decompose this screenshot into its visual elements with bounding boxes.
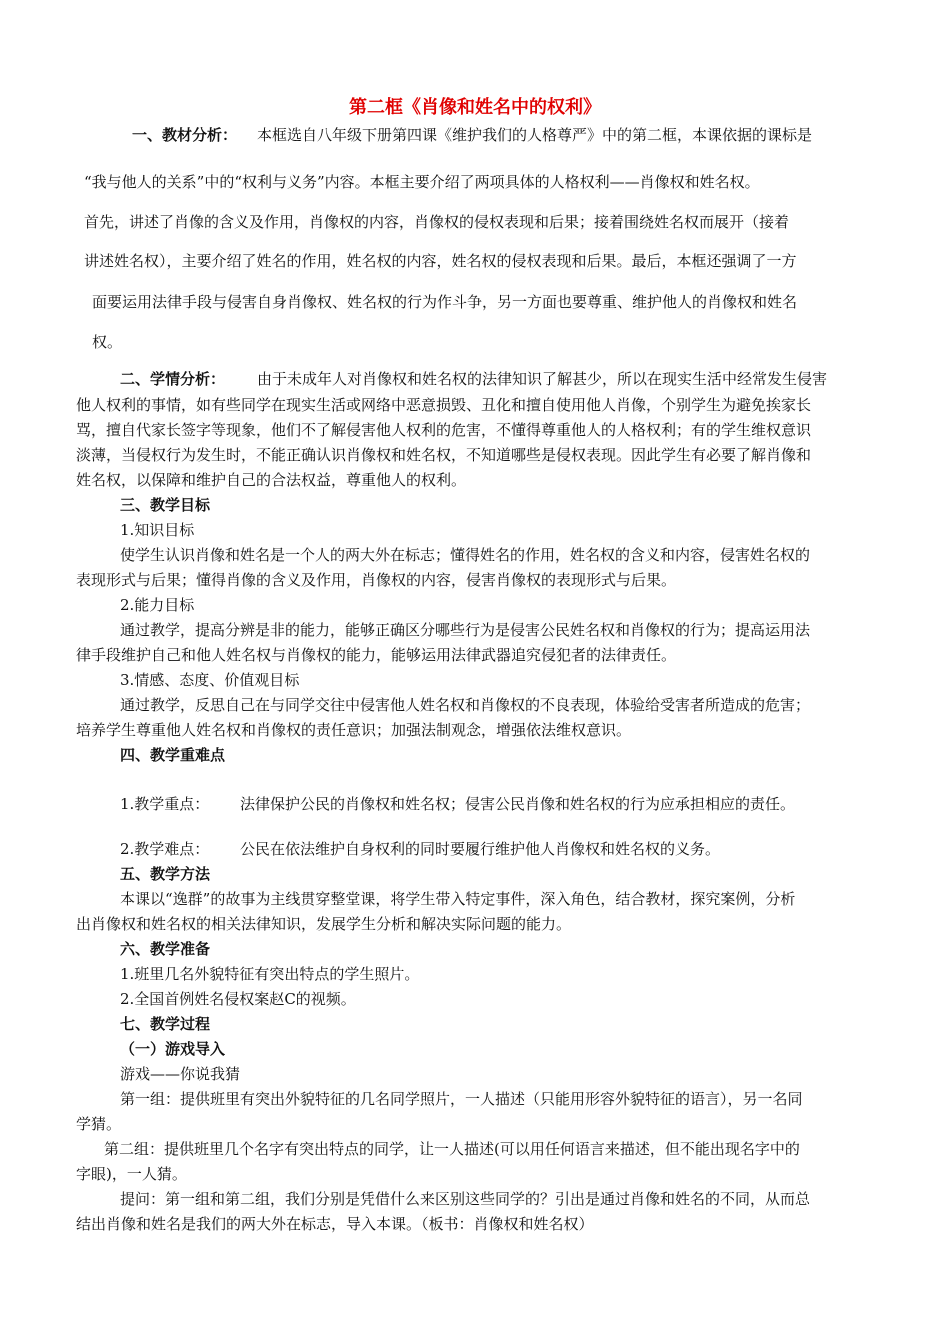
section-1-line: 本框选自八年级下册第四课《维护我们的人格尊严》中的第二框，本课依据的课标是 bbox=[257, 126, 813, 144]
emotion-goal-line: 通过教学，反思自己在与同学交往中侵害他人姓名权和肖像权的不良表现，体验给受害者所造成的危害； bbox=[120, 696, 811, 714]
game-intro-heading: （一）游戏导入 bbox=[120, 1040, 226, 1058]
section-2-line: 姓名权，以保障和维护自己的合法权益，尊重他人的权利。 bbox=[76, 471, 467, 489]
section-5-line: 出肖像权和姓名权的相关法律知识，发展学生分析和解决实际问题的能力。 bbox=[76, 915, 572, 933]
knowledge-goal-line: 使学生认识肖像和姓名是一个人的两大外在标志；懂得姓名的作用，姓名权的含义和内容，侵害姓名权的 bbox=[120, 546, 811, 564]
game-title: 游戏——你说我猜 bbox=[120, 1065, 241, 1083]
knowledge-goal-line: 表现形式与后果；懂得肖像的含义及作用，肖像权的内容，侵害肖像权的表现形式与后果。 bbox=[76, 571, 677, 589]
section-2-line: 淡薄，当侵权行为发生时，不能正确认识肖像权和姓名权，不知道哪些是侵权表现。因此学生有必要了解肖像和 bbox=[76, 446, 812, 464]
section-1-line: 面要运用法律手段与侵害自身肖像权、姓名权的行为作斗争，另一方面也要尊重、维护他人的肖像权和姓名 bbox=[92, 293, 798, 311]
knowledge-goal-label: 1.知识目标 bbox=[120, 521, 195, 539]
section-3-heading: 三、教学目标 bbox=[120, 496, 211, 514]
section-1-line: 讲述姓名权），主要介绍了姓名的作用，姓名权的内容，姓名权的侵权表现和后果。最后，本框还强调了一方 bbox=[84, 252, 797, 270]
section-1-line: 首先，讲述了肖像的含义及作用，肖像权的内容，肖像权的侵权表现和后果；接着围绕姓名权而展开（接着 bbox=[84, 213, 790, 231]
teaching-focus-label: 1.教学重点： bbox=[120, 795, 210, 813]
section-7-heading: 七、教学过程 bbox=[120, 1015, 211, 1033]
ability-goal-line: 律手段维护自己和他人姓名权与肖像权的能力，能够运用法律武器追究侵犯者的法律责任。 bbox=[76, 646, 677, 664]
section-6-heading: 六、教学准备 bbox=[120, 940, 211, 958]
section-1-line: 权。 bbox=[92, 333, 123, 351]
group-2-line: 字眼)，一人猜。 bbox=[76, 1165, 187, 1183]
question-line: 结出肖像和姓名是我们的两大外在标志，导入本课。（板书：肖像权和姓名权） bbox=[76, 1215, 594, 1233]
section-1-line: “我与他人的关系”中的“权利与义务”内容。本框主要介绍了两项具体的人格权利——肖像权和姓名权。 bbox=[84, 173, 760, 191]
ability-goal-label: 2.能力目标 bbox=[120, 596, 195, 614]
section-1-heading: 一、教材分析： bbox=[132, 126, 238, 144]
section-5-line: 本课以“逸群”的故事为主线贯穿整堂课，将学生带入特定事件，深入角色，结合教材，探究案例，分析 bbox=[120, 890, 796, 908]
section-2-line: 他人权利的事情，如有些同学在现实生活或网络中恶意损毁、丑化和擅自使用他人肖像，个别学生为避免挨家长 bbox=[76, 396, 812, 414]
teaching-focus-text: 法律保护公民的肖像权和姓名权；侵害公民肖像和姓名权的行为应承担相应的责任。 bbox=[240, 795, 796, 813]
question-line: 提问：第一组和第二组，我们分别是凭借什么来区别这些同学的？引出是通过肖像和姓名的不同，从而总 bbox=[120, 1190, 811, 1208]
emotion-goal-label: 3.情感、态度、价值观目标 bbox=[120, 671, 300, 689]
teaching-difficulty-label: 2.教学难点： bbox=[120, 840, 210, 858]
preparation-item: 1.班里几名外貌特征有突出特点的学生照片。 bbox=[120, 965, 420, 983]
group-1-line: 学猜。 bbox=[76, 1115, 122, 1133]
section-2-heading: 二、学情分析： bbox=[120, 370, 226, 388]
section-2-line: 由于未成年人对肖像权和姓名权的法律知识了解甚少，所以在现实生活中经常发生侵害 bbox=[257, 370, 828, 388]
emotion-goal-line: 培养学生尊重他人姓名权和肖像权的责任意识；加强法制观念，增强依法维权意识。 bbox=[76, 721, 632, 739]
group-2-line: 第二组：提供班里几个名字有突出特点的同学，让一人描述(可以用任何语言来描述，但不能出现名字中的 bbox=[104, 1140, 800, 1158]
section-2-line: 骂，擅自代家长签字等现象，他们不了解侵害他人权利的危害，不懂得尊重他人的人格权利；有的学生维权意识 bbox=[76, 421, 812, 439]
group-1-line: 第一组：提供班里有突出外貌特征的几名同学照片，一人描述（只能用形容外貌特征的语言），另一名同 bbox=[120, 1090, 803, 1108]
ability-goal-line: 通过教学，提高分辨是非的能力，能够正确区分哪些行为是侵害公民姓名权和肖像权的行为；提高运用法 bbox=[120, 621, 811, 639]
section-4-heading: 四、教学重难点 bbox=[120, 746, 226, 764]
preparation-item: 2.全国首例姓名侵权案赵C的视频。 bbox=[120, 990, 356, 1008]
document-title: 第二框《肖像和姓名中的权利》 bbox=[349, 97, 601, 118]
section-5-heading: 五、教学方法 bbox=[120, 865, 211, 883]
teaching-difficulty-text: 公民在依法维护自身权利的同时要履行维护他人肖像权和姓名权的义务。 bbox=[240, 840, 721, 858]
